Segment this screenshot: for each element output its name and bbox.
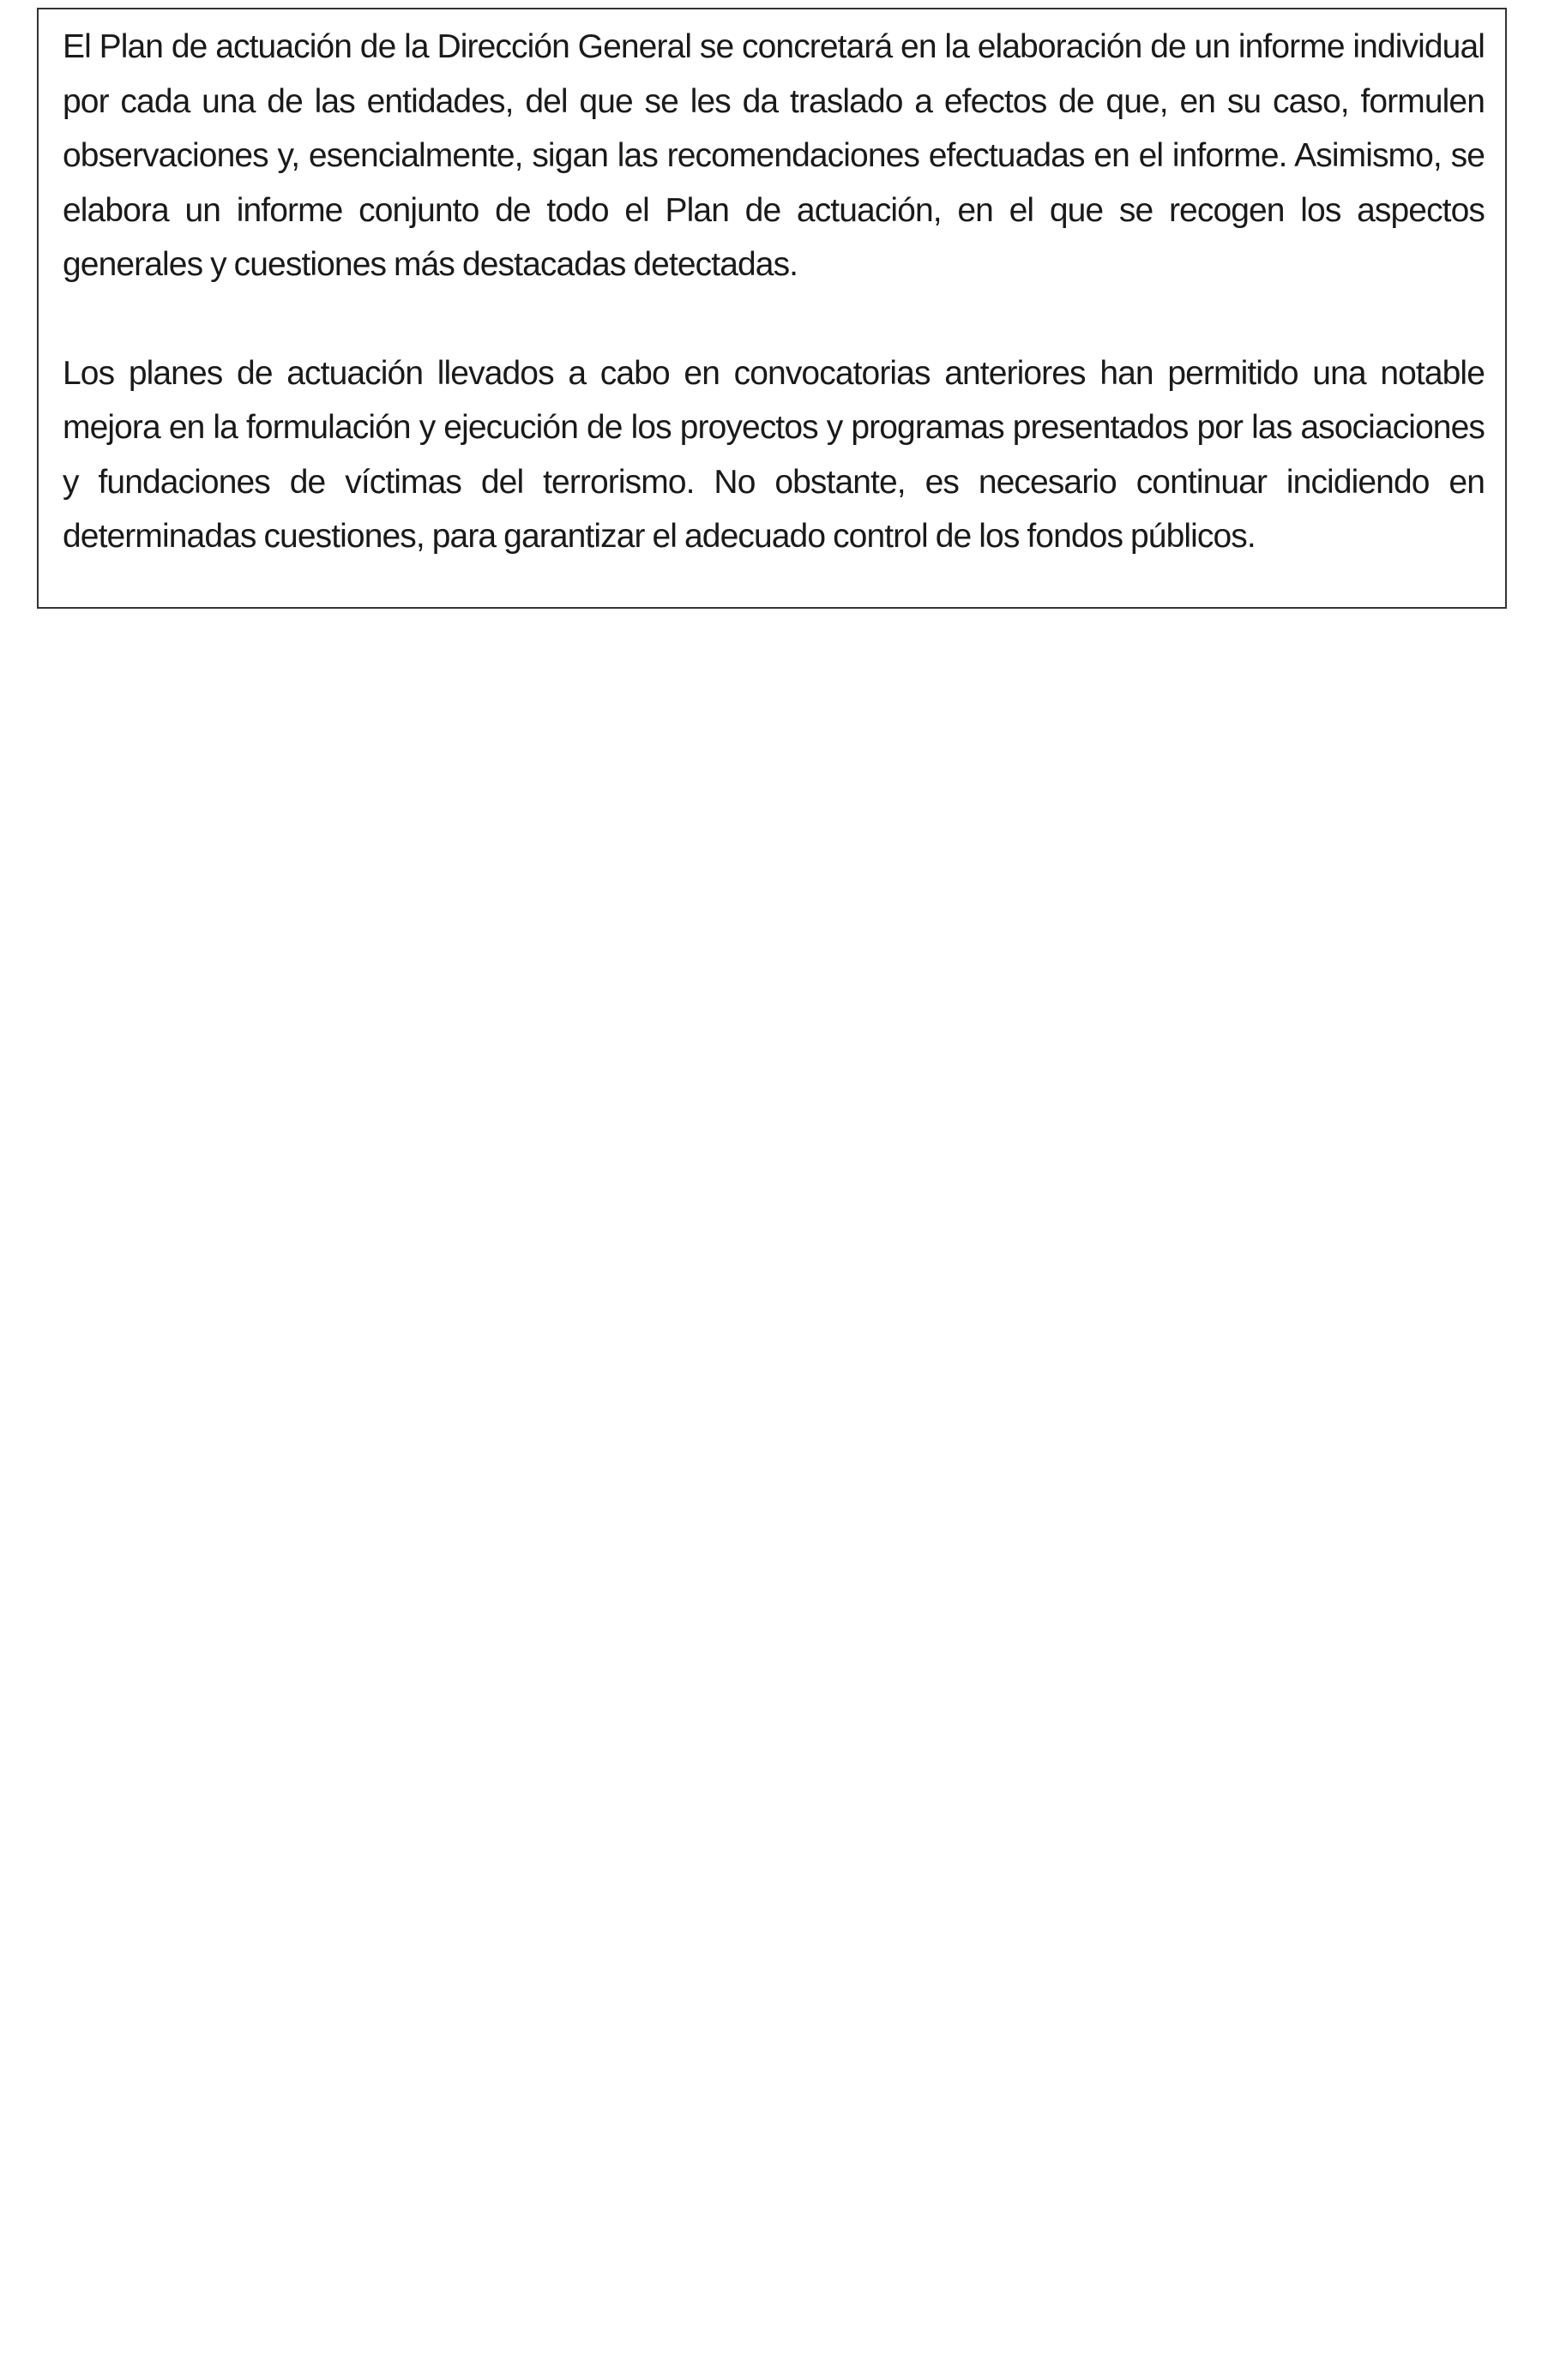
bordered-text-box (37, 8, 1507, 609)
paragraph-plan-actuacion: El Plan de actuación de la Dirección General se concretará en la elaboración de un informe individual por cada una de las entidades, del que se les da traslado a efectos de que, en su caso, formulen observaciones y, esencialmente, sigan las recomendaciones efectuadas en el informe. Asimismo, se elabora un informe conjunto de todo el Plan de actuación, en el que se recogen los aspectos generales y cuestiones más destacadas detectadas. (63, 28, 1485, 283)
paragraph-planes-anteriores: Los planes de actuación llevados a cabo en convocatorias anteriores han permitido una notable mejora en la formulación y ejecución de los proyectos y programas presentados por las asociaciones y fundaciones de víctimas del terrorismo. No obstante, es necesario continuar incidiendo en determinadas cuestiones, para garantizar el adecuado control de los fondos públicos. (63, 354, 1485, 555)
